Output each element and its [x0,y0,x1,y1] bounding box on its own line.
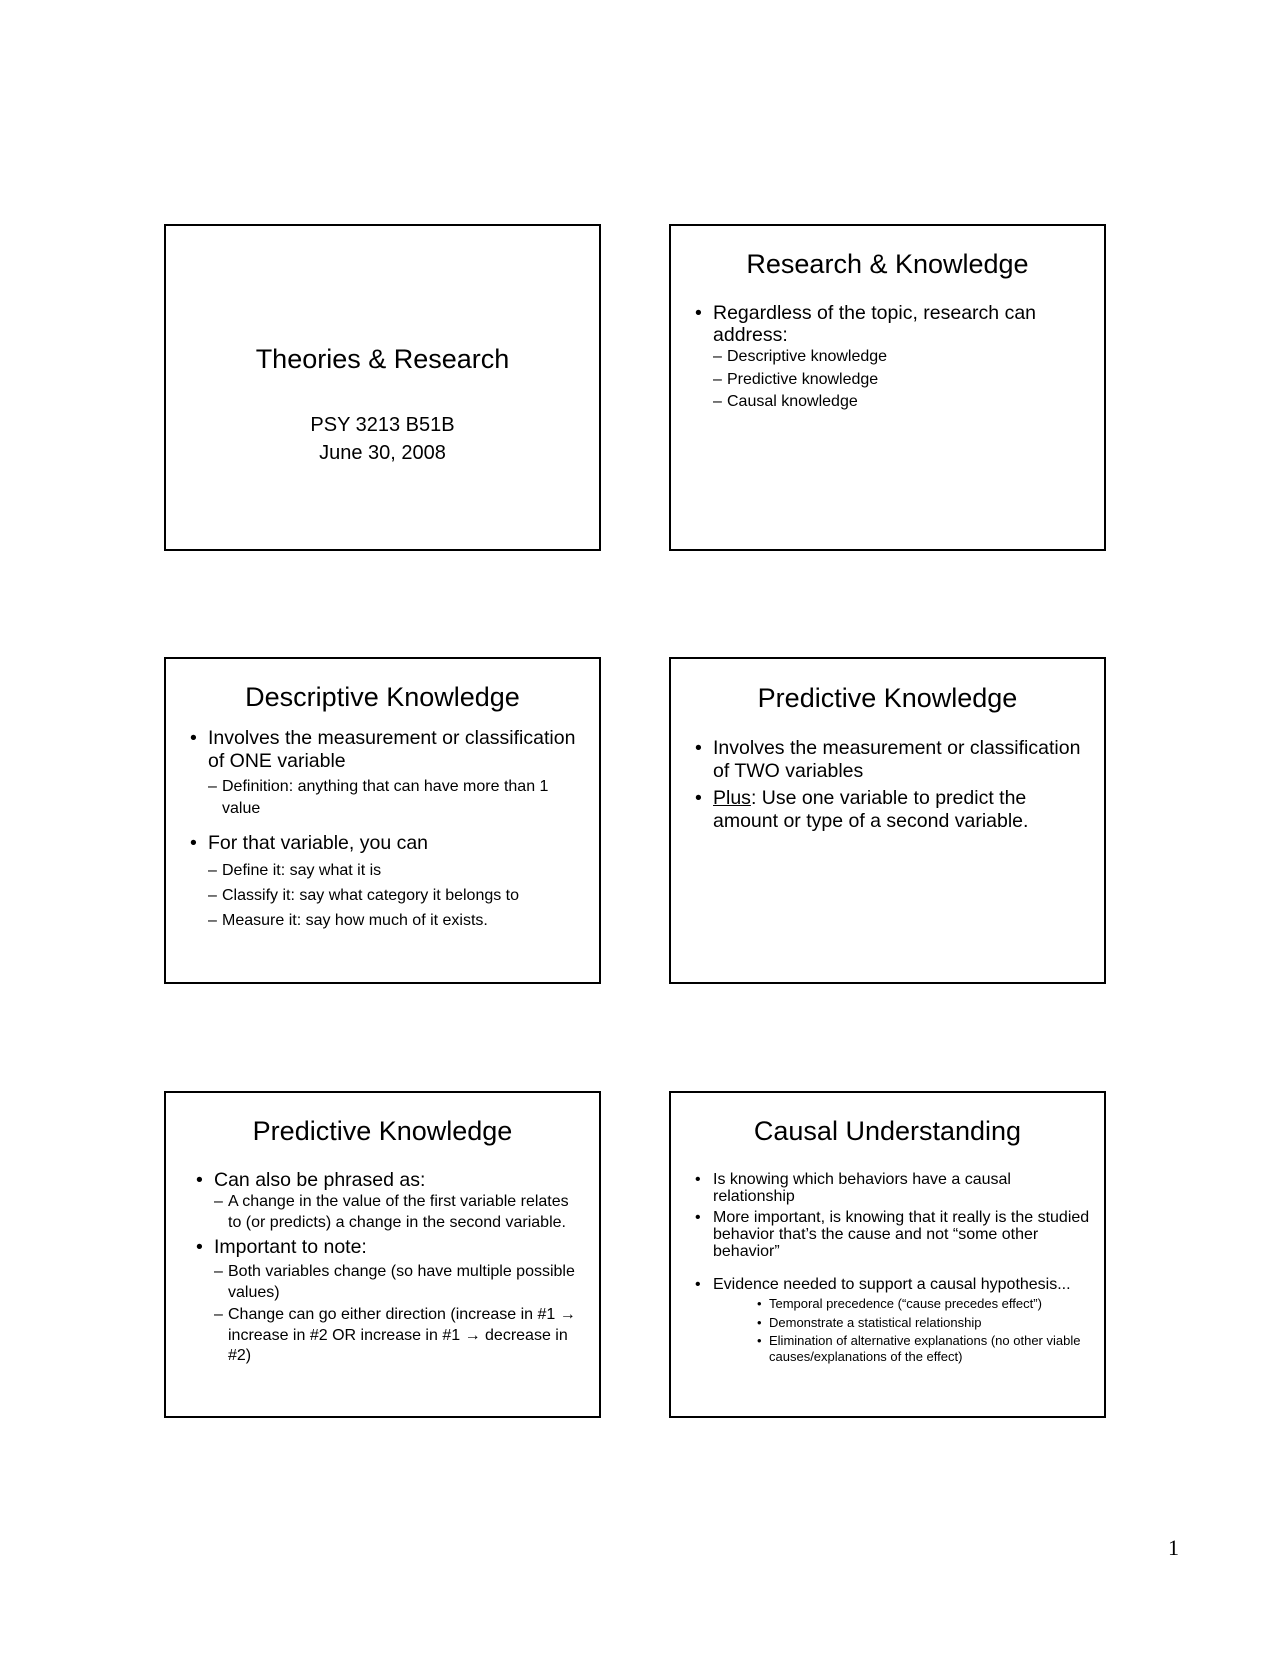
bullet-item [186,832,585,933]
bullet-list [192,1168,585,1367]
slide-title: Descriptive Knowledge [245,682,520,712]
sub-bullet-item: • Elimination of alternative explanations (no other viable causes/explanations of the effect) [757,1333,1090,1364]
sub-bullet-item: – Classify it: say what category it belongs to [208,883,585,908]
slide-3-descriptive-knowledge [164,657,601,984]
lecture-date: June 30, 2008 [319,442,446,464]
sub-bullet-item: • Temporal precedence (“cause precedes effect”) [757,1296,1090,1312]
sub-bullet-item: – Predictive knowledge [713,369,1090,392]
sub-bullet-item: – Measure it: say how much of it exists. [208,908,585,933]
page-number: 1 [1168,1535,1179,1560]
sub-bullet-item: – Descriptive knowledge [713,346,1090,369]
sub-bullet-list [208,776,585,820]
sub-bullet-item: – Causal knowledge [713,391,1090,414]
sub-bullet-list [713,1296,1090,1364]
bullet-item [691,302,1090,414]
bullet-text: Can also be phrased as: [214,1169,426,1191]
bullet-item [186,727,585,820]
sub-bullet-list [214,1262,585,1367]
bullet-text: Important to note: [214,1236,367,1258]
slide-title: Research & Knowledge [746,249,1029,279]
bullet-text: : Use one variable to predict the amount or type of a second variable. [713,787,1029,832]
slide-title: Predictive Knowledge [252,1116,513,1146]
bullet-item [691,1276,1090,1364]
slide-title: Predictive Knowledge [757,683,1018,713]
bullet-prefix-underlined: Plus [713,787,751,809]
slide-title: Causal Understanding [753,1116,1022,1146]
slide-5-predictive-knowledge-phrasing [164,1091,601,1418]
slide-2-research-knowledge [669,224,1106,551]
bullet-list [691,302,1090,414]
bullet-item [192,1168,585,1233]
bullet-list [691,737,1090,833]
sub-bullet-item: – Both variables change (so have multiple possible values) [214,1262,585,1303]
bullet-text: Involves the measurement or classification of ONE variable [208,727,576,772]
slide-6-causal-understanding [669,1091,1106,1418]
bullet-list [186,727,585,933]
bullet-item [691,1171,1090,1205]
bullet-text: Regardless of the topic, research can address: [713,302,1037,346]
slide-4-predictive-knowledge [669,657,1106,984]
sub-bullet-item: • Demonstrate a statistical relationship [757,1315,1090,1331]
sub-bullet-item: – Define it: say what it is [208,858,585,883]
sub-bullet-list [214,1192,585,1233]
bullet-item [192,1235,585,1367]
slide-title: Theories & Research [255,344,510,374]
bullet-text: Involves the measurement or classification of TWO variables [713,737,1081,782]
slide-1-title-slide [164,224,601,551]
bullet-list [691,1171,1090,1364]
bullet-text: For that variable, you can [208,832,429,854]
bullet-text: More important, is knowing that it really is the studied behavior that’s the cause and not “some other behavior” [713,1209,1090,1260]
bullet-item [691,1209,1090,1260]
sub-bullet-item: – A change in the value of the first variable relates to (or predicts) a change in the second variable. [214,1192,585,1233]
sub-bullet-item: – Change can go either direction (increase in #1 → increase in #2 OR increase in #1 → decrease in #2) [214,1305,585,1367]
bullet-text: Evidence needed to support a causal hypothesis... [713,1276,1071,1293]
sub-bullet-list [713,346,1090,414]
course-code: PSY 3213 B51B [310,414,455,436]
sub-bullet-item: – Definition: anything that can have more than 1 value [208,776,585,820]
bullet-item [691,737,1090,783]
sub-bullet-list [208,858,585,933]
bullet-item [691,787,1090,833]
bullet-text: Is knowing which behaviors have a causal relationship [713,1171,1011,1205]
